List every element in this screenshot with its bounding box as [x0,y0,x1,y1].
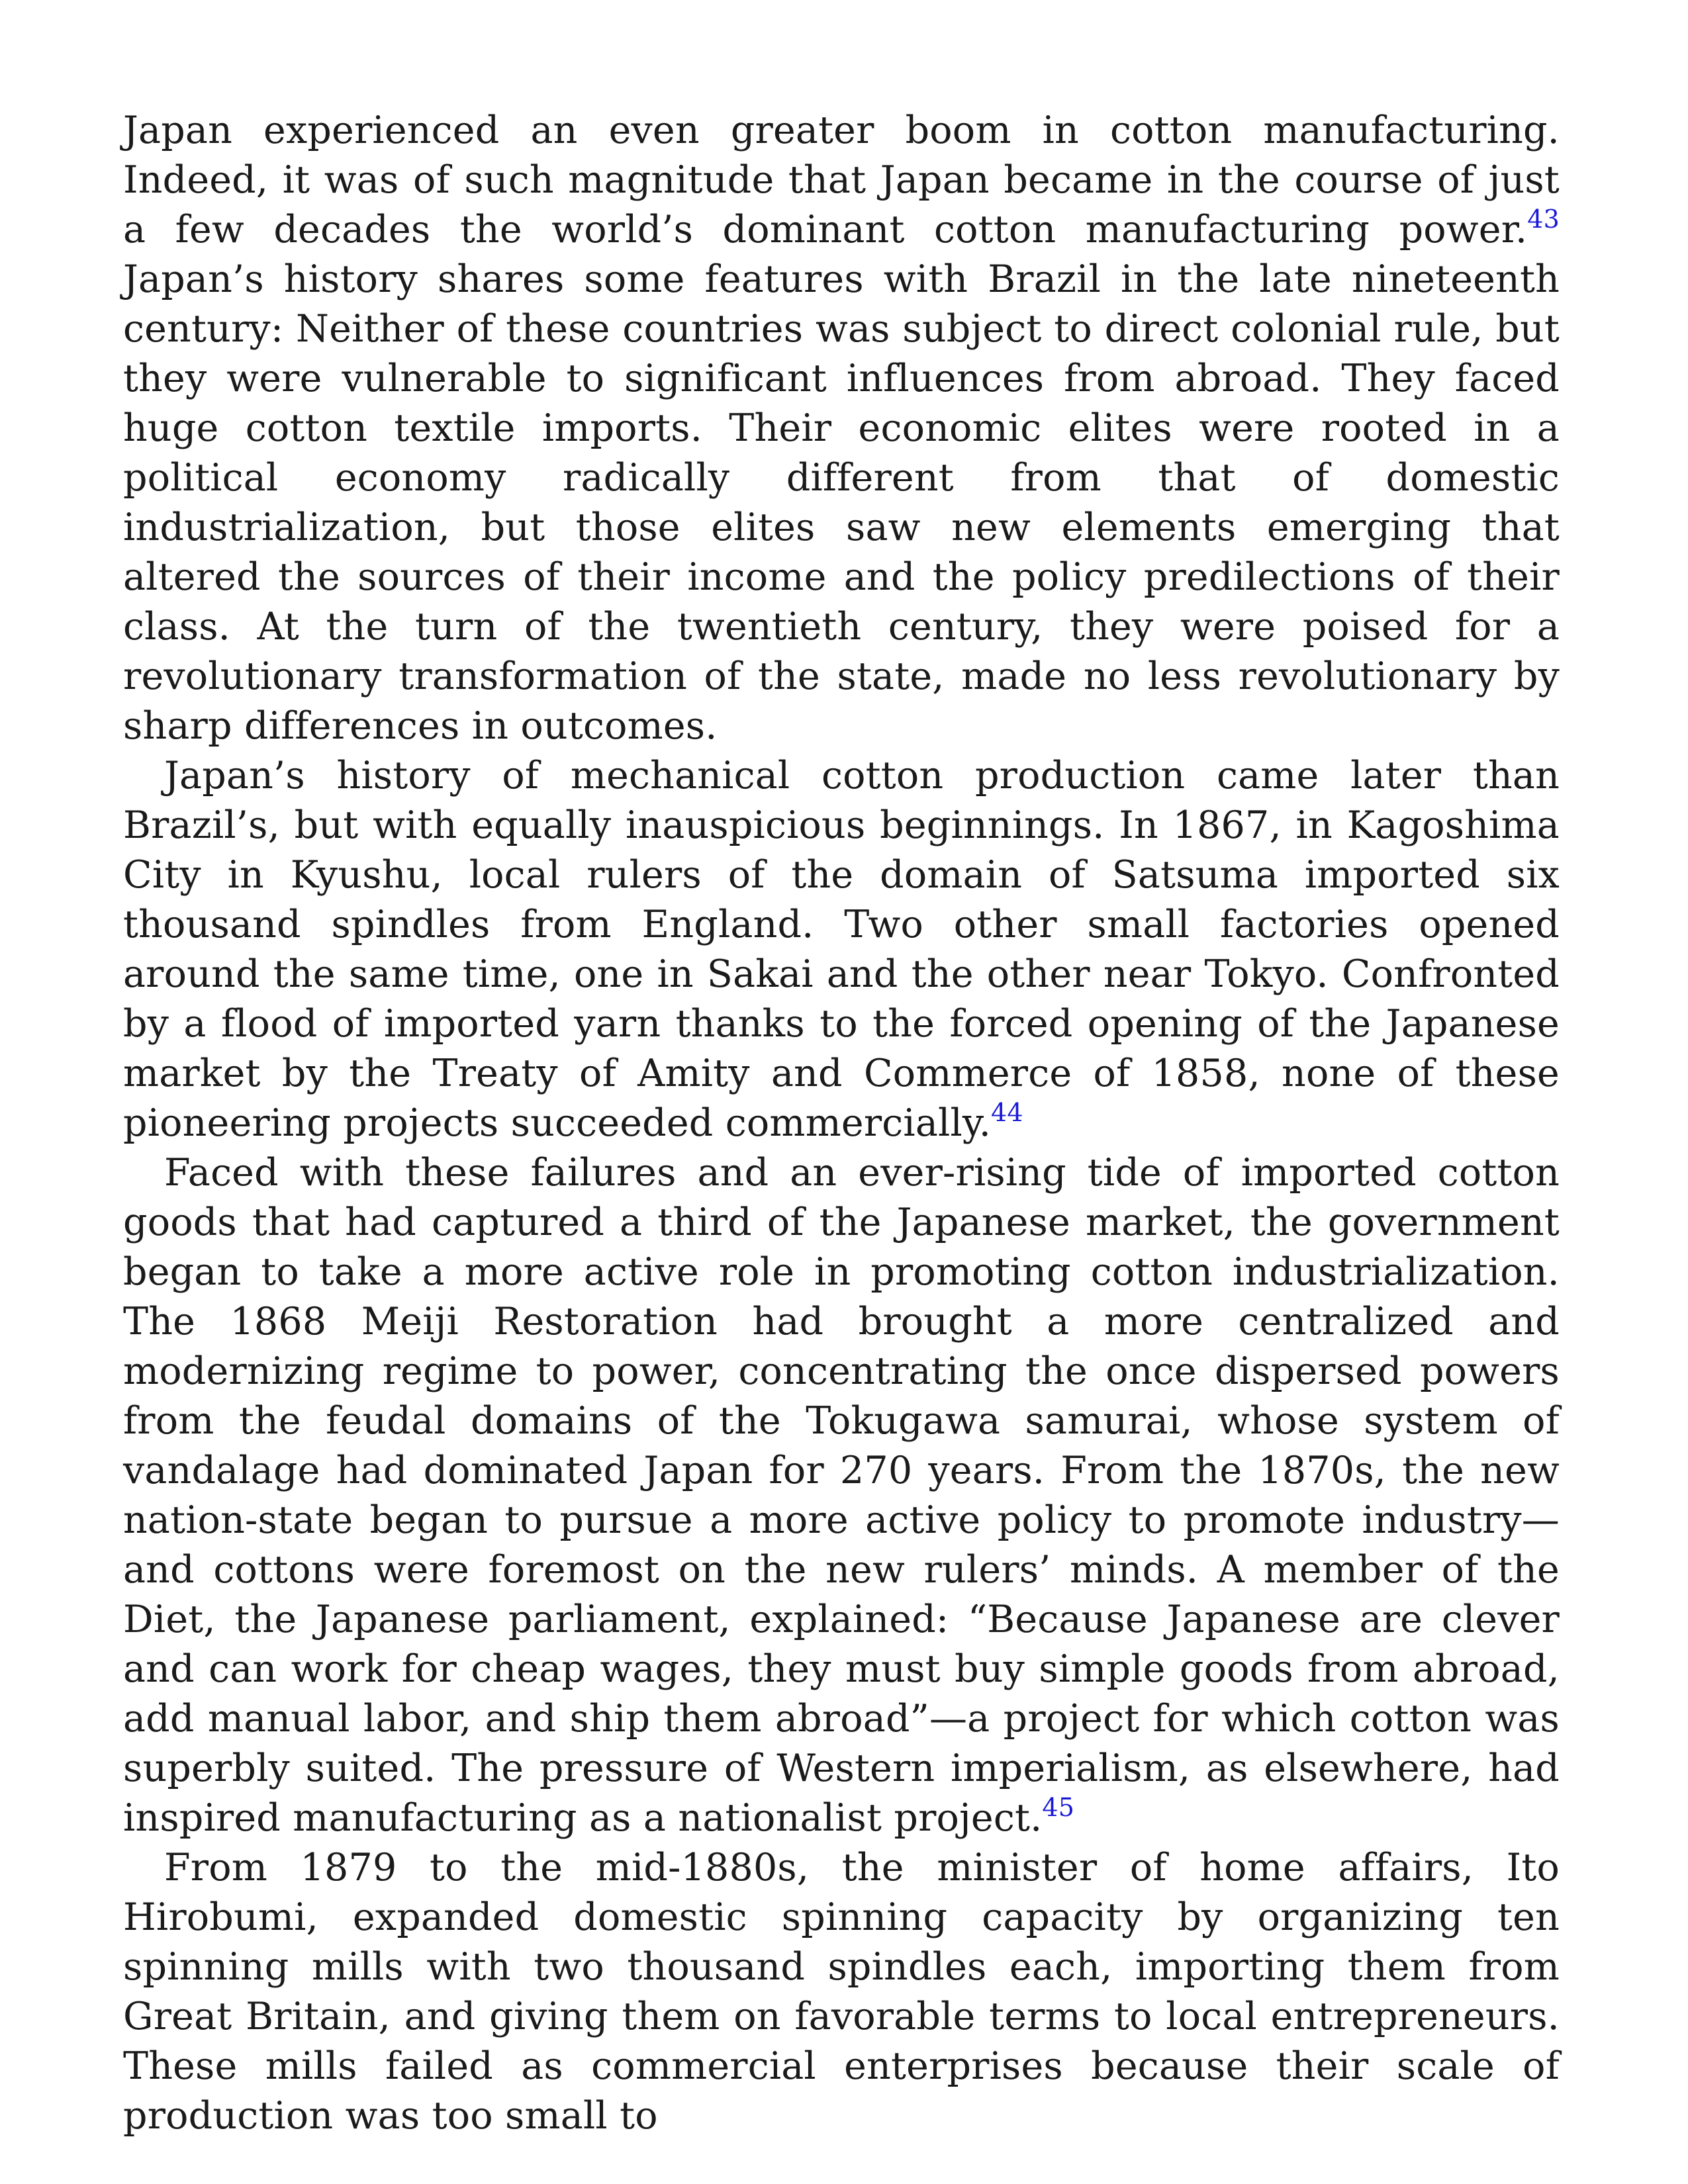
paragraph-3 [123,1148,1560,1843]
paragraph-4-text: From 1879 to the mid-1880s, the minister of home affairs, Ito Hirobumi, expanded domestic spinning capacity by organizing ten spinning mills with two thousand spindles each, importing them from Great Britain, and giving them on favorable terms to local entrepreneurs. These mills failed as commercial enterprises because their scale of production was too small to [123,1846,1560,2138]
paragraph-2-text: Japan’s history of mechanical cotton production came later than Brazil’s, but with equally inauspicious beginnings. In 1867, in Kagoshima City in Kyushu, local rulers of the domain of Satsuma imported six thousand spindles from England. Two other small factories opened around the same time, one in Sakai and the other near Tokyo. Confronted by a flood of imported yarn thanks to the forced opening of the Japanese market by the Treaty of Amity and Commerce of 1858, none of these pioneering projects succeeded commercially. [123,754,1560,1145]
paragraph-4 [123,1843,1560,2141]
footnote-ref-43[interactable]: 43 [1527,205,1560,234]
document-page [123,106,1560,2141]
footnote-ref-45[interactable]: 45 [1042,1793,1075,1822]
paragraph-1-text: Japan experienced an even greater boom in cotton manufacturing. Indeed, it was of such magnitude that Japan became in the course of just a few decades the world’s dominant cotton manufacturing power. [123,109,1560,251]
paragraph-1 [123,106,1560,751]
paragraph-1-text-continued: Japan’s history shares some features with Brazil in the late nineteenth century: Neither of these countries was subject to direct colonial rule, but they were vulnerable to significant influences from abroad. They faced huge cotton textile imports. Their economic elites were rooted in a political economy radically different from that of domestic industrialization, but those elites saw new elements emerging that altered the sources of their income and the policy predilections of their class. At the turn of the twentieth century, they were poised for a revolutionary transformation of the state, made no less revolutionary by sharp differences in outcomes. [123,257,1560,748]
paragraph-2 [123,751,1560,1148]
footnote-ref-44[interactable]: 44 [991,1098,1023,1127]
paragraph-3-text: Faced with these failures and an ever-rising tide of imported cotton goods that had captured a third of the Japanese market, the government began to take a more active role in promoting cotton industrialization. The 1868 Meiji Restoration had brought a more centralized and modernizing regime to power, concentrating the once dispersed powers from the feudal domains of the Tokugawa samurai, whose system of vandalage had dominated Japan for 270 years. From the 1870s, the new nation-state began to pursue a more active policy to promote industry—and cottons were foremost on the new rulers’ minds. A member of the Diet, the Japanese parliament, explained: “Because Japanese are clever and can work for cheap wages, they must buy simple goods from abroad, add manual labor, and ship them abroad”—a project for which cotton was superbly suited. The pressure of Western imperialism, as elsewhere, had inspired manufacturing as a nationalist project. [123,1151,1560,1840]
